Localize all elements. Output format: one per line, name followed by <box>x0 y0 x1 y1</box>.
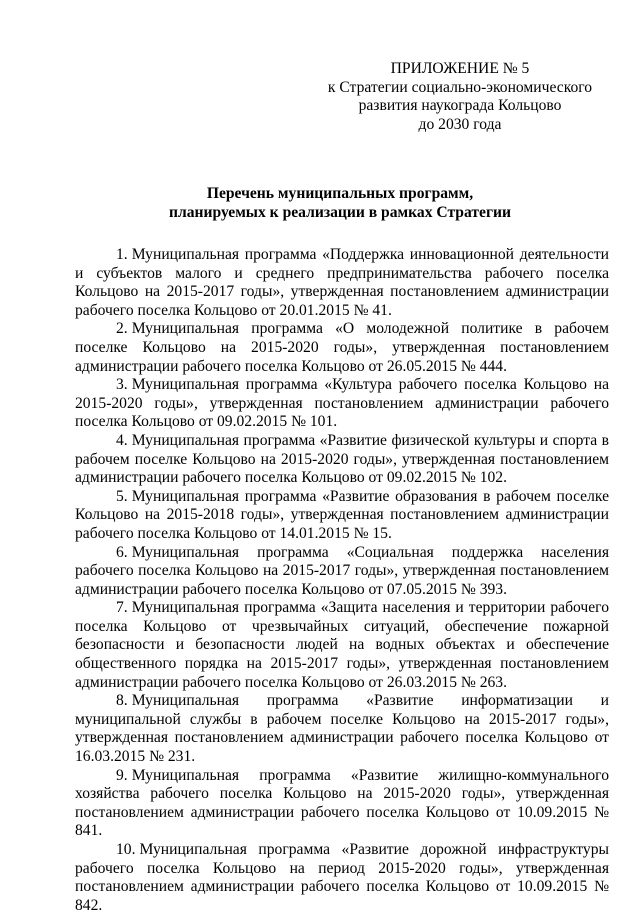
title-line: Перечень муниципальных программ, <box>206 185 474 202</box>
item-number: 6. <box>116 543 128 561</box>
list-item <box>75 488 609 544</box>
item-number: 7. <box>116 599 128 617</box>
list-item <box>75 692 609 766</box>
program-list <box>75 246 609 915</box>
item-text: Муниципальная программа «Развитие информатизации и муниципальной службы в рабочем поселке Кольцово на 2015-2017 годы», утвержденная постановлением администрации рабочего поселка Кольцово от 16.03.2015 № 231. <box>75 692 609 766</box>
list-item <box>75 599 609 692</box>
appendix-line: развития наукограда Кольцово <box>358 97 562 114</box>
item-number: 10. <box>116 841 136 858</box>
item-text: Муниципальная программа «Поддержка инновационной деятельности и субъектов малого и среднего предпринимательства рабочего поселка Кольцово на 2015-2017 годы», утвержденная постановлением администрации рабочего поселка Кольцово от 20.01.2015 № 41. <box>75 246 609 319</box>
item-text: Муниципальная программа «Культура рабочего поселка Кольцово на 2015-2020 годы», утвержденная постановлением администрации рабочего поселка Кольцово от 09.02.2015 № 101. <box>75 376 609 431</box>
item-number: 1. <box>116 246 128 263</box>
item-text: Муниципальная программа «Развитие дорожной инфраструктуры рабочего поселка Кольцово на период 2015-2020 годы», утвержденная постановлением администрации рабочего поселка Кольцово от 10.09.2015 № 842. <box>75 841 609 914</box>
item-number: 3. <box>116 376 128 394</box>
item-text: Муниципальная программа «Развитие образования в рабочем поселке Кольцово на 2015-2018 годы», утвержденная постановлением администрации рабочего поселка Кольцово от 14.01.2015 № 15. <box>75 487 609 542</box>
item-number: 2. <box>116 320 128 338</box>
item-number: 9. <box>116 766 128 784</box>
list-item <box>75 767 609 841</box>
list-item <box>75 544 609 600</box>
list-item <box>75 432 609 488</box>
item-text: Муниципальная программа «Защита населения и территории рабочего поселка Кольцово от чрезвычайных ситуаций, обеспечение пожарной безопасности и безопасности людей на водных объектах и обеспечение общественного порядка на 2015-2017 годы», утвержденная постановлением администрации рабочего поселка Кольцово от 26.03.2015 № 263. <box>75 599 609 691</box>
item-number: 5. <box>116 487 128 505</box>
appendix-line: к Стратегии социально-экономического <box>327 78 593 96</box>
list-item <box>75 246 609 320</box>
item-number: 8. <box>116 692 128 710</box>
item-text: Муниципальная программа «О молодежной политике в рабочем поселке Кольцово на 2015-2020 годы», утвержденная постановлением администрации рабочего поселка Кольцово от 26.05.2015 № 444. <box>75 320 609 375</box>
appendix-header <box>300 60 620 134</box>
list-item <box>75 320 609 376</box>
appendix-line: ПРИЛОЖЕНИЕ № 5 <box>390 60 530 77</box>
title-line: планируемых к реализации в рамках Стратегии <box>168 204 511 221</box>
list-item <box>75 376 609 432</box>
item-number: 4. <box>116 431 128 449</box>
appendix-line: до 2030 года <box>418 115 502 133</box>
item-text: Муниципальная программа «Социальная поддержка населения рабочего поселка Кольцово на 2015-2017 годы», утвержденная постановлением администрации рабочего поселка Кольцово от 07.05.2015 № 393. <box>75 543 609 598</box>
list-item <box>75 841 609 915</box>
item-text: Муниципальная программа «Развитие физической культуры и спорта в рабочем поселке Кольцово на 2015-2020 годы», утвержденная постановлением администрации рабочего поселка Кольцово от 09.02.2015 № 102. <box>75 431 609 487</box>
item-text: Муниципальная программа «Развитие жилищно-коммунального хозяйства рабочего поселка Кольцово на 2015-2020 годы», утвержденная постановлением администрации рабочего поселка Кольцово от 10.09.2015 № 841. <box>75 766 609 840</box>
document-title <box>60 184 620 222</box>
